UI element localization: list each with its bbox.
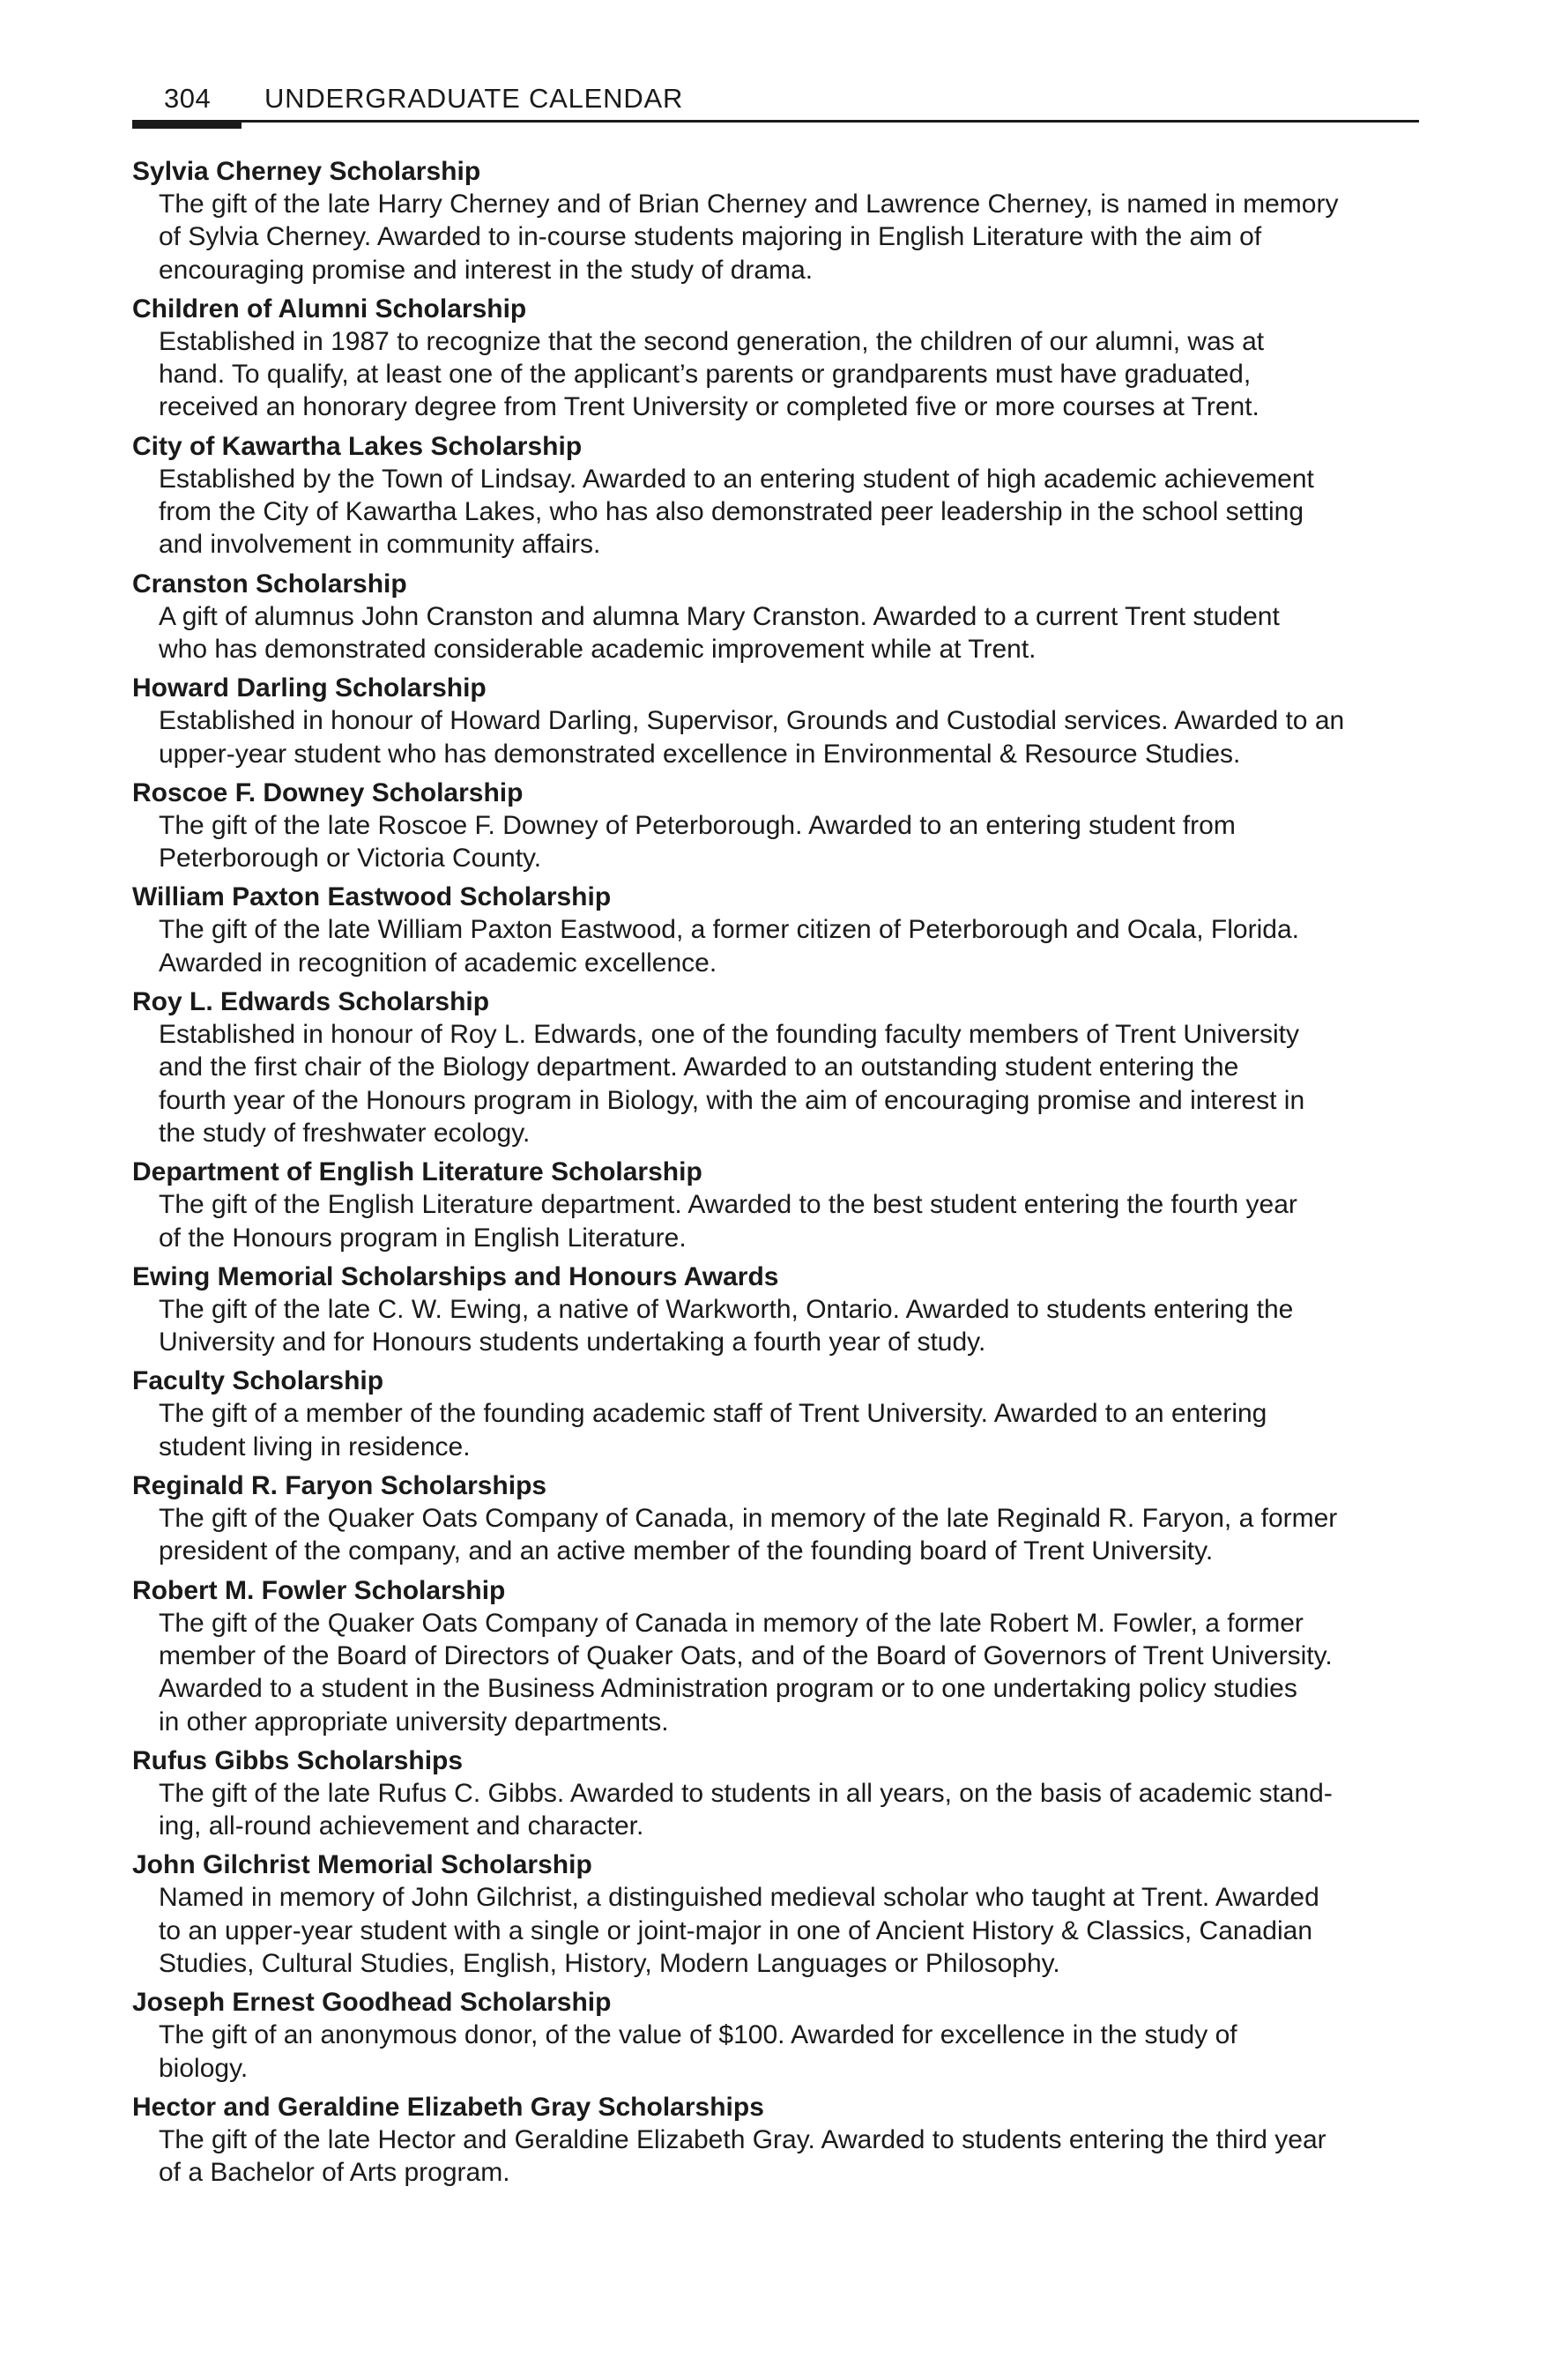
description-line: Peterborough or Victoria County. (159, 844, 542, 874)
scholarship-title: Hector and Geraldine Elizabeth Gray Scholarships (132, 2092, 764, 2122)
description-line: in other appropriate university departments. (159, 1707, 669, 1737)
description-line: The gift of the late Rufus C. Gibbs. Awarded to students in all years, on the basis of academic stand- (159, 1778, 1333, 1808)
scholarship-title: Ewing Memorial Scholarships and Honours Awards (132, 1261, 779, 1291)
scholarship-description (132, 325, 1423, 424)
header-tab-bar (132, 120, 241, 129)
scholarship-description (132, 704, 1423, 770)
scholarship-description (132, 2019, 1423, 2085)
description-line: of Sylvia Cherney. Awarded to in-course students majoring in English Literature with the aim of (159, 222, 1262, 252)
scholarship-entry (132, 672, 1423, 770)
description-line: from the City of Kawartha Lakes, who has also demonstrated peer leadership in the school setting (159, 497, 1304, 527)
description-line: Named in memory of John Gilchrist, a distinguished medieval scholar who taught at Trent. Awarded (159, 1883, 1319, 1913)
scholarship-entry (132, 155, 1423, 286)
description-line: The gift of the English Literature department. Awarded to the best student entering the fourth year (159, 1190, 1297, 1220)
description-line: Awarded to a student in the Business Administration program or to one undertaking policy studies (159, 1674, 1297, 1704)
scholarship-description (132, 1188, 1423, 1254)
description-line: student living in residence. (159, 1432, 471, 1461)
scholarship-entry (132, 985, 1423, 1149)
scholarship-list (132, 155, 1423, 2195)
description-line: Established in honour of Roy L. Edwards, one of the founding faculty members of Trent University (159, 1020, 1300, 1050)
description-line: The gift of the late C. W. Ewing, a native of Warkworth, Ontario. Awarded to students entering the (159, 1294, 1294, 1324)
scholarship-entry (132, 1365, 1423, 1463)
scholarship-description (132, 600, 1423, 666)
description-line: and the first chair of the Biology department. Awarded to an outstanding student entering the (159, 1052, 1239, 1082)
scholarship-entry (132, 1986, 1423, 2085)
scholarship-title: Howard Darling Scholarship (132, 673, 487, 703)
scholarship-title: John Gilchrist Memorial Scholarship (132, 1850, 592, 1880)
scholarship-description (132, 1607, 1423, 1738)
description-line: The gift of the late Harry Cherney and of Brian Cherney and Lawrence Cherney, is named in memory (159, 190, 1339, 219)
description-line: The gift of the late Roscoe F. Downey of Peterborough. Awarded to an entering student from (159, 810, 1236, 840)
description-line: of the Honours program in English Literature. (159, 1223, 687, 1253)
description-line: biology. (159, 2053, 249, 2083)
scholarship-title: Joseph Ernest Goodhead Scholarship (132, 1988, 612, 2018)
description-line: hand. To qualify, at least one of the applicant’s parents or grandparents must have graduated, (159, 360, 1252, 390)
description-line: received an honorary degree from Trent University or completed five or more courses at Trent. (159, 392, 1259, 422)
description-line: Established by the Town of Lindsay. Awarded to an entering student of high academic achievement (159, 464, 1314, 494)
description-line: The gift of a member of the founding academic staff of Trent University. Awarded to an entering (159, 1399, 1267, 1429)
description-line: to an upper-year student with a single or joint-major in one of Ancient History & Classics, Canadian (159, 1915, 1312, 1945)
running-title: UNDERGRADUATE CALENDAR (264, 83, 684, 114)
scholarship-description (132, 809, 1423, 875)
description-line: fourth year of the Honours program in Biology, with the aim of encouraging promise and interest in (159, 1085, 1305, 1115)
page-number: 304 (164, 83, 212, 114)
scholarship-title: Roy L. Edwards Scholarship (132, 987, 490, 1017)
scholarship-title: Reginald R. Faryon Scholarships (132, 1471, 547, 1501)
scholarship-entry (132, 2091, 1423, 2190)
description-line: Studies, Cultural Studies, English, History, Modern Languages or Philosophy. (159, 1948, 1060, 1978)
page-header (132, 81, 1419, 129)
scholarship-description (132, 1881, 1423, 1980)
scholarship-description (132, 1397, 1423, 1463)
scholarship-entry (132, 1156, 1423, 1254)
scholarship-title: Department of English Literature Scholarship (132, 1157, 702, 1187)
description-line: The gift of the Quaker Oats Company of Canada, in memory of the late Reginald R. Faryon, a former (159, 1504, 1338, 1534)
scholarship-title: City of Kawartha Lakes Scholarship (132, 431, 583, 461)
scholarship-entry (132, 1744, 1423, 1843)
scholarship-description (132, 463, 1423, 562)
scholarship-entry (132, 293, 1423, 424)
scholarship-description (132, 188, 1423, 286)
scholarship-description (132, 1777, 1423, 1843)
scholarship-title: Robert M. Fowler Scholarship (132, 1575, 506, 1605)
scholarship-title: Children of Alumni Scholarship (132, 294, 527, 324)
scholarship-description (132, 1502, 1423, 1568)
scholarship-title: Cranston Scholarship (132, 569, 407, 599)
scholarship-entry (132, 1261, 1423, 1359)
scholarship-entry (132, 1574, 1423, 1738)
description-line: Established in honour of Howard Darling, Supervisor, Grounds and Custodial services. Awarded to an (159, 706, 1345, 736)
description-line: ing, all-round achievement and character. (159, 1811, 644, 1841)
scholarship-entry (132, 777, 1423, 875)
description-line: member of the Board of Directors of Quaker Oats, and of the Board of Governors of Trent University. (159, 1640, 1333, 1670)
scholarship-entry (132, 1469, 1423, 1568)
description-line: University and for Honours students undertaking a fourth year of study. (159, 1328, 986, 1357)
scholarship-description (132, 1293, 1423, 1359)
description-line: A gift of alumnus John Cranston and alumna Mary Cranston. Awarded to a current Trent student (159, 601, 1280, 631)
scholarship-description (132, 2123, 1423, 2190)
description-line: president of the company, and an active member of the founding board of Trent University. (159, 1536, 1214, 1566)
scholarship-entry (132, 430, 1423, 562)
description-line: The gift of the late Hector and Geraldine Elizabeth Gray. Awarded to students entering the third year (159, 2124, 1326, 2154)
description-line: Awarded in recognition of academic excellence. (159, 948, 717, 978)
scholarship-description (132, 1018, 1423, 1149)
description-line: Established in 1987 to recognize that the second generation, the children of our alumni, was at (159, 326, 1265, 356)
header-rule (132, 120, 1419, 123)
description-line: The gift of the Quaker Oats Company of Canada in memory of the late Robert M. Fowler, a former (159, 1608, 1304, 1638)
description-line: upper-year student who has demonstrated excellence in Environmental & Resource Studies. (159, 739, 1241, 769)
scholarship-title: Rufus Gibbs Scholarships (132, 1745, 464, 1775)
description-line: and involvement in community affairs. (159, 530, 601, 560)
scholarship-entry (132, 1848, 1423, 1980)
description-line: The gift of an anonymous donor, of the value of $100. Awarded for excellence in the study of (159, 2020, 1237, 2050)
description-line: who has demonstrated considerable academic improvement while at Trent. (159, 634, 1037, 664)
scholarship-entry (132, 568, 1423, 666)
scholarship-entry (132, 881, 1423, 979)
scholarship-title: Faculty Scholarship (132, 1366, 384, 1396)
scholarship-title: Sylvia Cherney Scholarship (132, 157, 481, 186)
scholarship-description (132, 913, 1423, 979)
description-line: The gift of the late William Paxton Eastwood, a former citizen of Peterborough and Ocala, Florida. (159, 915, 1299, 945)
scholarship-title: William Paxton Eastwood Scholarship (132, 882, 612, 912)
description-line: encouraging promise and interest in the study of drama. (159, 255, 814, 285)
description-line: the study of freshwater ecology. (159, 1118, 531, 1148)
scholarship-title: Roscoe F. Downey Scholarship (132, 777, 524, 807)
description-line: of a Bachelor of Arts program. (159, 2158, 510, 2188)
